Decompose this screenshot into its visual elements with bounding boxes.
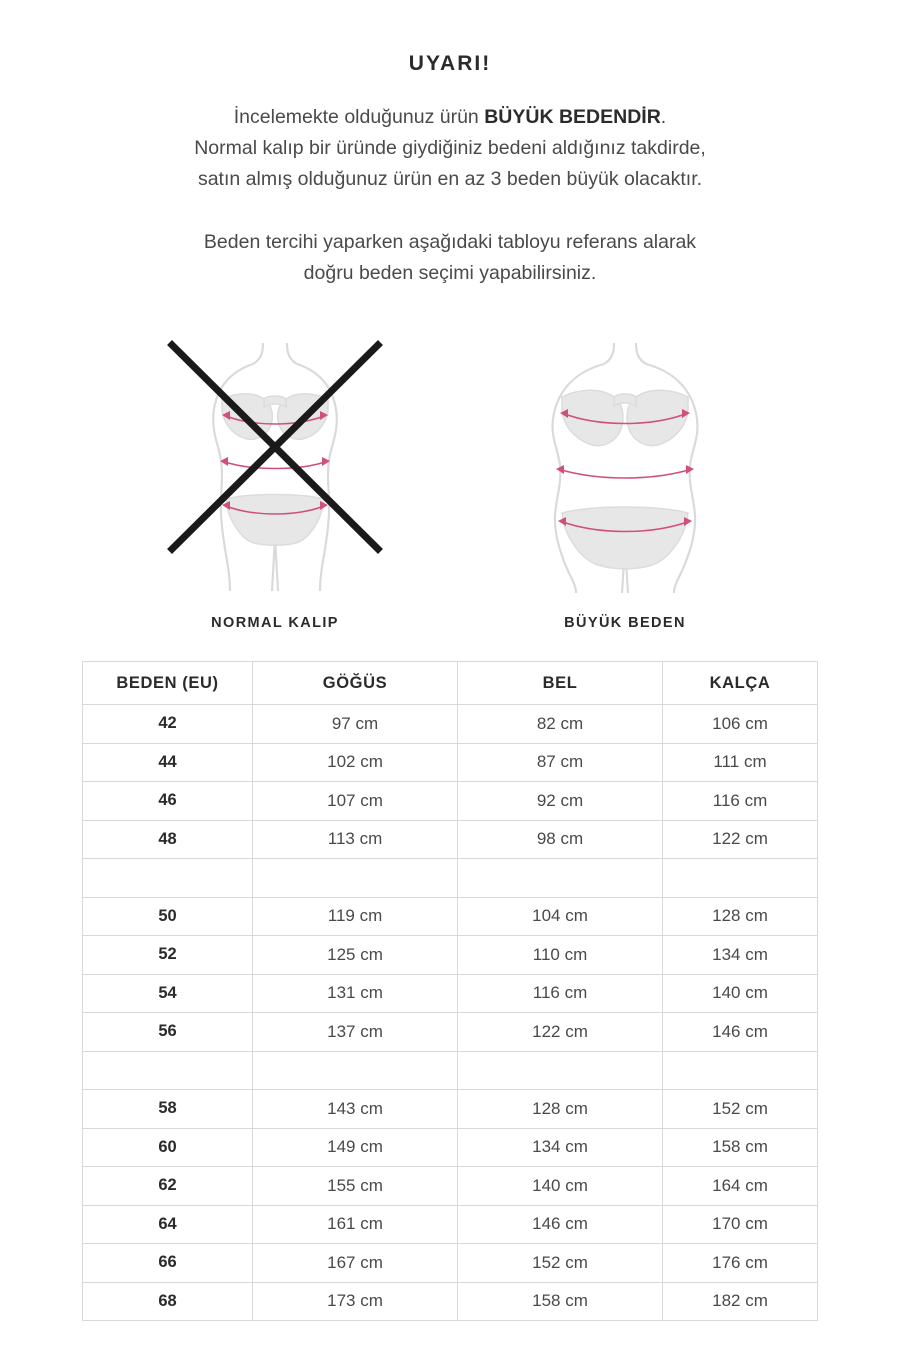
cell-waist bbox=[458, 859, 663, 898]
cell-waist: 110 cm bbox=[458, 936, 663, 975]
cell-waist: 87 cm bbox=[458, 743, 663, 782]
cell-waist: 128 cm bbox=[458, 1090, 663, 1129]
cell-hip: 128 cm bbox=[663, 897, 818, 936]
cell-size: 66 bbox=[83, 1244, 253, 1283]
cell-hip: 146 cm bbox=[663, 1013, 818, 1052]
cell-bust: 113 cm bbox=[253, 820, 458, 859]
column-header-hip: KALÇA bbox=[663, 662, 818, 705]
cell-size: 54 bbox=[83, 974, 253, 1013]
cell-waist: 158 cm bbox=[458, 1282, 663, 1321]
table-row bbox=[83, 974, 818, 1013]
cell-size: 60 bbox=[83, 1128, 253, 1167]
table-row-spacer bbox=[83, 1051, 818, 1090]
warning-paragraph-2 bbox=[204, 227, 696, 289]
cell-hip: 170 cm bbox=[663, 1205, 818, 1244]
cell-bust: 167 cm bbox=[253, 1244, 458, 1283]
figure-plus-size bbox=[510, 337, 740, 631]
cell-bust bbox=[253, 1051, 458, 1090]
paragraph-1-line-1-suffix: . bbox=[660, 106, 667, 128]
cell-size: 64 bbox=[83, 1205, 253, 1244]
figure-caption-plus-size: BÜYÜK BEDEN bbox=[564, 615, 686, 631]
cell-bust: 143 cm bbox=[253, 1090, 458, 1129]
cell-size bbox=[83, 1051, 253, 1090]
table-row bbox=[83, 820, 818, 859]
cell-bust bbox=[253, 859, 458, 898]
cell-size: 48 bbox=[83, 820, 253, 859]
cell-hip: 176 cm bbox=[663, 1244, 818, 1283]
table-body bbox=[83, 705, 818, 1321]
table-row bbox=[83, 936, 818, 975]
table-row bbox=[83, 1090, 818, 1129]
table-row bbox=[83, 1205, 818, 1244]
paragraph-2-line-2: doğru beden seçimi yapabilirsiniz. bbox=[303, 262, 597, 284]
cell-hip: 158 cm bbox=[663, 1128, 818, 1167]
cell-size: 42 bbox=[83, 705, 253, 744]
table-row bbox=[83, 1013, 818, 1052]
cell-bust: 97 cm bbox=[253, 705, 458, 744]
cell-bust: 131 cm bbox=[253, 974, 458, 1013]
cell-hip: 182 cm bbox=[663, 1282, 818, 1321]
table-row bbox=[83, 1244, 818, 1283]
cell-hip: 106 cm bbox=[663, 705, 818, 744]
cell-waist: 82 cm bbox=[458, 705, 663, 744]
table-header-row bbox=[83, 662, 818, 705]
figure-normal-fit bbox=[160, 337, 390, 631]
cell-bust: 149 cm bbox=[253, 1128, 458, 1167]
cell-size: 44 bbox=[83, 743, 253, 782]
column-header-size: BEDEN (EU) bbox=[83, 662, 253, 705]
column-header-bust: GÖĞÜS bbox=[253, 662, 458, 705]
table-row bbox=[83, 782, 818, 821]
cell-size: 58 bbox=[83, 1090, 253, 1129]
cell-hip: 140 cm bbox=[663, 974, 818, 1013]
table-row bbox=[83, 1282, 818, 1321]
cell-bust: 102 cm bbox=[253, 743, 458, 782]
cell-hip bbox=[663, 1051, 818, 1090]
body-figures bbox=[60, 337, 840, 631]
cell-bust: 155 cm bbox=[253, 1167, 458, 1206]
cell-waist: 152 cm bbox=[458, 1244, 663, 1283]
cell-size: 56 bbox=[83, 1013, 253, 1052]
warning-paragraph-1 bbox=[194, 102, 706, 195]
table-row bbox=[83, 743, 818, 782]
column-header-waist: BEL bbox=[458, 662, 663, 705]
size-chart-table bbox=[82, 661, 818, 1321]
cell-bust: 161 cm bbox=[253, 1205, 458, 1244]
cell-bust: 137 cm bbox=[253, 1013, 458, 1052]
cell-waist bbox=[458, 1051, 663, 1090]
paragraph-1-emphasis: BÜYÜK BEDENDİR bbox=[484, 106, 661, 128]
paragraph-1-line-2: Normal kalıp bir üründe giydiğiniz bedeni aldığınız takdirde, bbox=[194, 137, 706, 159]
cell-waist: 104 cm bbox=[458, 897, 663, 936]
page-title: UYARI! bbox=[408, 52, 492, 75]
table-row bbox=[83, 705, 818, 744]
cell-bust: 125 cm bbox=[253, 936, 458, 975]
paragraph-2-line-1: Beden tercihi yaparken aşağıdaki tabloyu referans alarak bbox=[203, 231, 697, 253]
cell-hip: 122 cm bbox=[663, 820, 818, 859]
cell-hip: 152 cm bbox=[663, 1090, 818, 1129]
paragraph-1-line-1-prefix: İncelemekte olduğunuz ürün bbox=[233, 106, 485, 128]
cell-bust: 107 cm bbox=[253, 782, 458, 821]
cell-size: 62 bbox=[83, 1167, 253, 1206]
cell-waist: 134 cm bbox=[458, 1128, 663, 1167]
plus-size-illustration bbox=[510, 337, 740, 597]
cell-bust: 173 cm bbox=[253, 1282, 458, 1321]
cell-waist: 140 cm bbox=[458, 1167, 663, 1206]
cell-waist: 122 cm bbox=[458, 1013, 663, 1052]
cell-waist: 98 cm bbox=[458, 820, 663, 859]
normal-fit-illustration bbox=[160, 337, 390, 597]
cell-size: 50 bbox=[83, 897, 253, 936]
cell-bust: 119 cm bbox=[253, 897, 458, 936]
cell-hip: 111 cm bbox=[663, 743, 818, 782]
cell-size: 52 bbox=[83, 936, 253, 975]
cell-size: 68 bbox=[83, 1282, 253, 1321]
cell-size bbox=[83, 859, 253, 898]
table-row bbox=[83, 1167, 818, 1206]
paragraph-1-line-3: satın almış olduğunuz ürün en az 3 beden büyük olacaktır. bbox=[197, 168, 703, 190]
table-row bbox=[83, 1128, 818, 1167]
table-row bbox=[83, 897, 818, 936]
table-row-spacer bbox=[83, 859, 818, 898]
cell-waist: 116 cm bbox=[458, 974, 663, 1013]
cell-waist: 92 cm bbox=[458, 782, 663, 821]
cell-hip bbox=[663, 859, 818, 898]
cell-hip: 116 cm bbox=[663, 782, 818, 821]
cell-hip: 134 cm bbox=[663, 936, 818, 975]
cell-size: 46 bbox=[83, 782, 253, 821]
figure-caption-normal-fit: NORMAL KALIP bbox=[211, 615, 339, 631]
cell-waist: 146 cm bbox=[458, 1205, 663, 1244]
cell-hip: 164 cm bbox=[663, 1167, 818, 1206]
